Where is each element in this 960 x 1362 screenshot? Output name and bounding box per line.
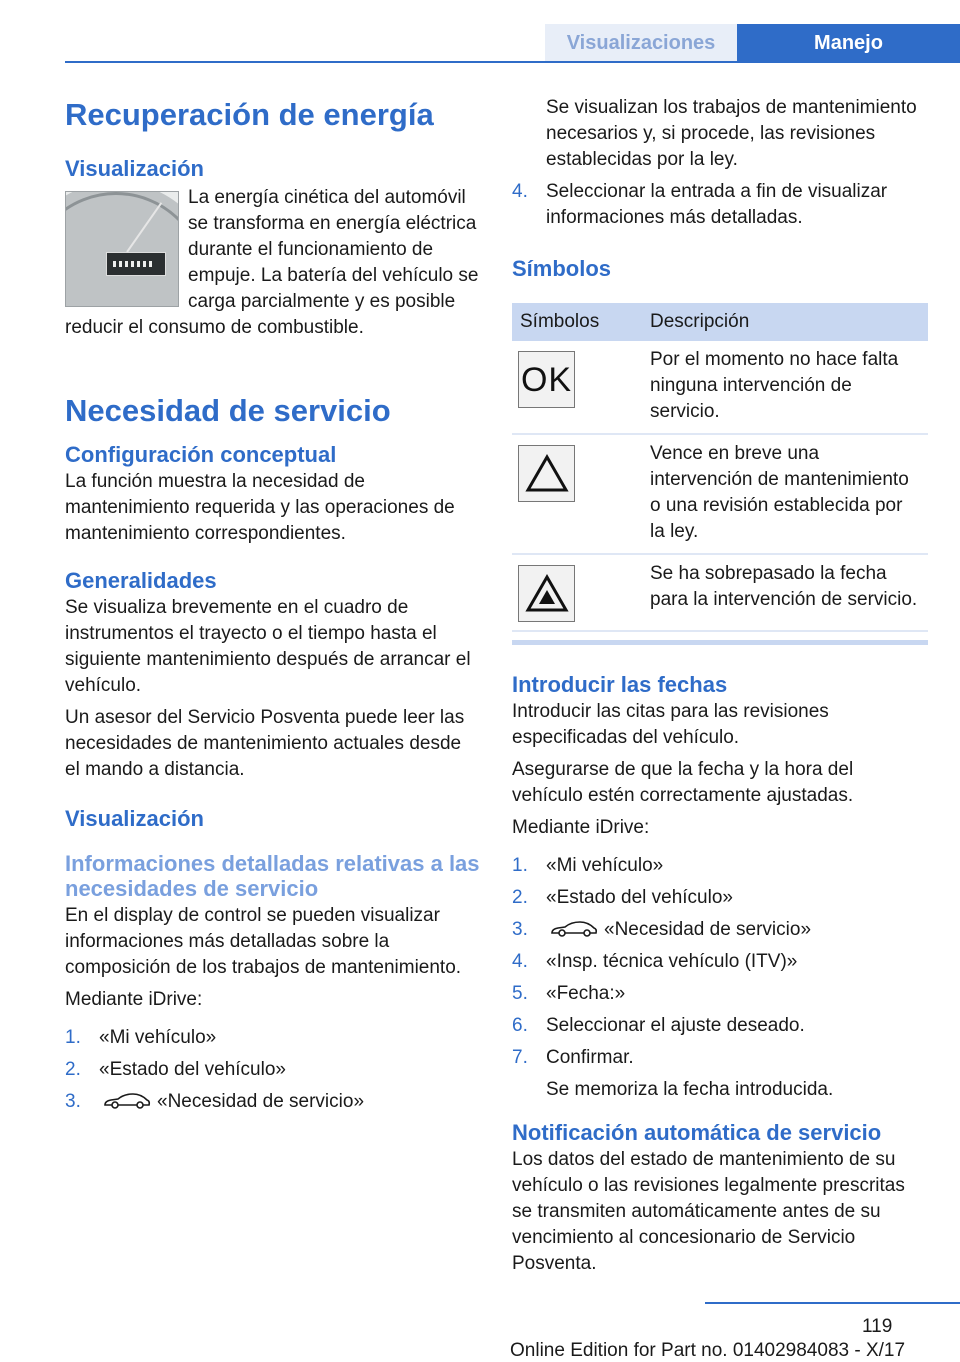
energy-gauge-image xyxy=(65,191,179,307)
list-item: 7. Confirmar. Se memoriza la fecha introducida. xyxy=(512,1047,834,1100)
heading-introducir-fechas: Introducir las fechas xyxy=(512,672,728,697)
list-item: 2. «Estado del vehículo» xyxy=(512,887,733,908)
table-end-rule xyxy=(512,640,928,645)
edition-footer: Online Edition for Part no. 01402984083 - X/17 xyxy=(510,1340,906,1361)
list-item: 3. «Necesidad de servicio» xyxy=(512,919,812,940)
heading-recuperacion: Recuperación de energía xyxy=(65,97,434,132)
notificacion-paragraph: Los datos del estado de mantenimiento de su vehículo o las revisiones legalmente prescritas se transmiten automáticamente antes de su vencimiento al concesionario de Servicio Posventa. xyxy=(512,1149,905,1274)
continuation-paragraph: Se visualizan los trabajos de mantenimiento necesarios y, si procede, las revisiones establecidas por la ley. xyxy=(546,97,917,170)
page-number: 119 xyxy=(862,1316,893,1337)
table-header-row xyxy=(512,303,928,341)
warning-triangle-icon xyxy=(518,445,575,502)
table-row xyxy=(512,554,928,631)
heading-necesidad-servicio: Necesidad de servicio xyxy=(65,393,391,428)
mediante-idrive-left: Mediante iDrive: xyxy=(65,989,203,1010)
table-cell-description: Se ha sobrepasado la fecha para la intervención de servicio. xyxy=(642,554,928,631)
ok-icon: OK xyxy=(518,351,575,408)
right-steps-list xyxy=(512,853,928,1103)
header-rule xyxy=(65,61,960,63)
left-column xyxy=(65,95,481,1121)
heading-configuracion: Configuración conceptual xyxy=(65,442,337,467)
configuracion-paragraph: La función muestra la necesidad de mantenimiento requerida y las operaciones de mantenimiento correspondientes. xyxy=(65,471,455,544)
heading-informaciones-detalladas: Informaciones detalladas relativas a las necesidades de servicio xyxy=(65,851,480,901)
left-steps-list xyxy=(65,1025,481,1115)
mediante-idrive-right: Mediante iDrive: xyxy=(512,817,650,838)
table-row xyxy=(512,341,928,434)
list-item: 4. «Insp. técnica vehículo (ITV)» xyxy=(512,951,798,972)
fechas-paragraph-1: Introducir las citas para las revisiones especificadas del vehículo. xyxy=(512,701,829,748)
section-tab-manejo[interactable]: Manejo xyxy=(737,24,960,62)
recuperacion-paragraph: La energía cinética del automóvil se transforma en energía eléctrica durante el funcionamiento de empuje. La batería del vehículo se carga parcialmente y es posible reducir el consumo de combustible. xyxy=(65,187,479,338)
table-header-simbolos: Símbolos xyxy=(512,303,642,341)
list-item: 6. Seleccionar el ajuste deseado. xyxy=(512,1015,805,1036)
footer-rule xyxy=(705,1302,960,1304)
list-item: 5. «Fecha:» xyxy=(512,983,626,1004)
list-item: 1. «Mi vehículo» xyxy=(512,855,664,876)
generalidades-paragraph-2: Un asesor del Servicio Posventa puede leer las necesidades de mantenimiento actuales desde el mando a distancia. xyxy=(65,707,465,780)
heading-visualizacion: Visualización xyxy=(65,156,204,181)
section-tab-visualizaciones[interactable]: Visualizaciones xyxy=(545,24,737,62)
generalidades-paragraph-1: Se visualiza brevemente en el cuadro de instrumentos el trayecto o el tiempo hasta el siguiente mantenimiento después de arrancar el vehículo. xyxy=(65,597,471,696)
list-item: 4. Seleccionar la entrada a fin de visualizar informaciones más detalladas. xyxy=(512,181,888,228)
list-item: 2. «Estado del vehículo» xyxy=(65,1059,286,1080)
heading-generalidades: Generalidades xyxy=(65,568,217,593)
table-header-descripcion: Descripción xyxy=(642,303,928,341)
alert-triangle-icon xyxy=(518,565,575,622)
heading-notificacion: Notificación automática de servicio xyxy=(512,1120,882,1145)
car-icon xyxy=(550,920,598,938)
table-row xyxy=(512,434,928,554)
recuperacion-block xyxy=(65,185,481,341)
right-step4-list xyxy=(512,179,928,231)
table-cell-description: Vence en breve una intervención de mantenimiento o una revisión establecida por la ley. xyxy=(642,434,928,554)
car-icon xyxy=(103,1092,151,1110)
right-column xyxy=(512,95,928,1277)
fechas-paragraph-2: Asegurarse de que la fecha y la hora del vehículo estén correctamente ajustadas. xyxy=(512,759,854,806)
list-item: 1. «Mi vehículo» xyxy=(65,1027,217,1048)
symbols-table xyxy=(512,303,928,632)
table-cell-description: Por el momento no hace falta ninguna intervención de servicio. xyxy=(642,341,928,434)
heading-visualizacion-2: Visualización xyxy=(65,806,204,831)
informaciones-paragraph: En el display de control se pueden visualizar informaciones más detalladas sobre la composición de los trabajos de mantenimiento. xyxy=(65,905,462,978)
list-item: 3. «Necesidad de servicio» xyxy=(65,1091,365,1112)
heading-simbolos: Símbolos xyxy=(512,256,612,281)
